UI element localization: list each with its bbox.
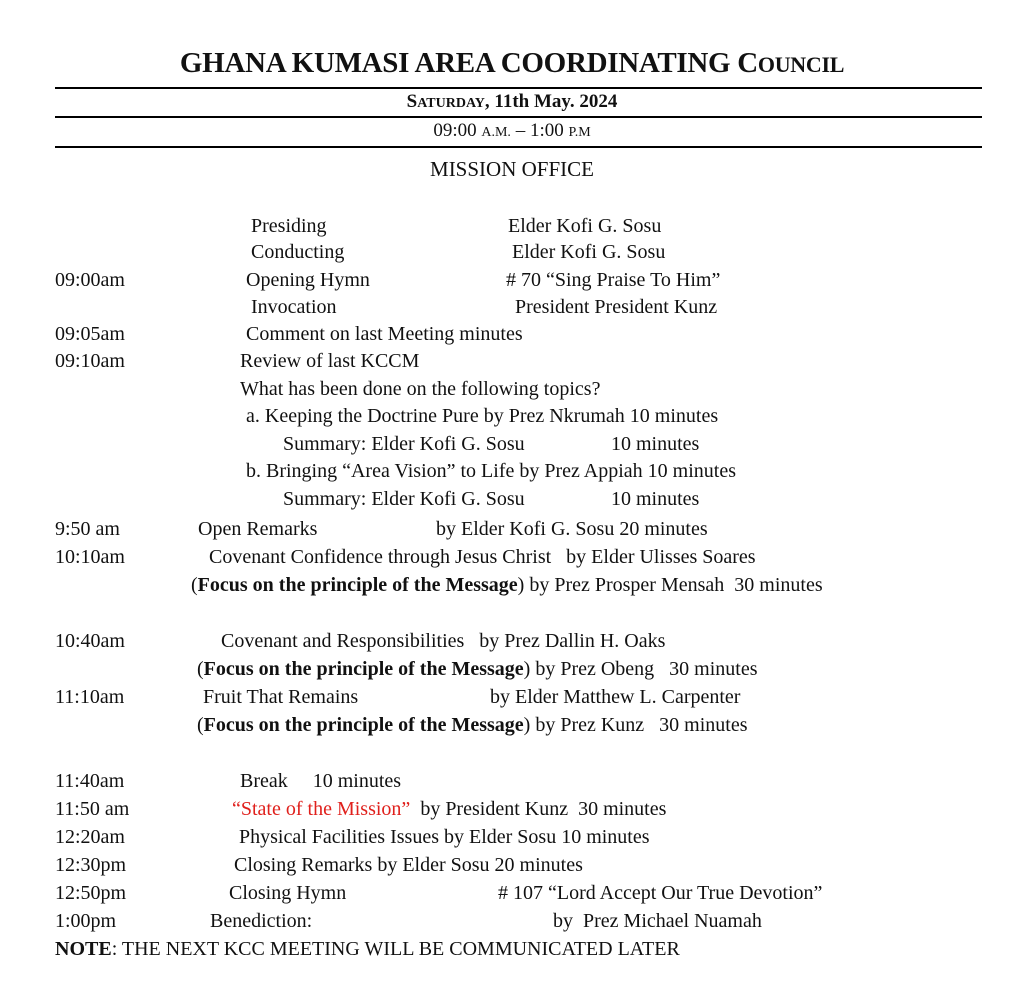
state-of-mission-line: [232, 797, 666, 821]
closing-hymn-value: # 107 “Lord Accept Our True Devotion”: [498, 882, 823, 904]
agenda-time: 12:50pm: [55, 882, 127, 904]
paren-open: (: [197, 714, 204, 736]
time-start: 09:00: [433, 120, 482, 141]
summary-b-label: Summary: Elder Kofi G. Sosu: [283, 488, 525, 510]
agenda-time: 12:20am: [55, 826, 125, 848]
focus-bold: Focus on the principle of the Message: [197, 574, 518, 596]
date-tail: , 11th May. 2024: [484, 91, 618, 112]
paren-open: (: [197, 658, 204, 680]
agenda-time: 11:40am: [55, 770, 125, 792]
closing-hymn-label: Closing Hymn: [229, 882, 347, 904]
invocation-label: Invocation: [251, 296, 337, 318]
open-remarks-value: by Elder Kofi G. Sosu 20 minutes: [436, 518, 708, 540]
focus-rest: ) by Prez Kunz 30 minutes: [523, 714, 748, 736]
time-pm: P.M: [568, 125, 591, 140]
focus-line-1: [191, 573, 823, 597]
comment-text: Comment on last Meeting minutes: [246, 323, 523, 345]
focus-line-3: [197, 713, 748, 737]
benediction-value: by Prez Michael Nuamah: [553, 910, 762, 932]
note-text: : THE NEXT KCC MEETING WILL BE COMMUNICATED LATER: [111, 938, 680, 960]
fruit-value: by Elder Matthew L. Carpenter: [490, 686, 741, 708]
title-c: C: [737, 47, 758, 79]
state-of-mission-rest: by President Kunz 30 minutes: [410, 798, 667, 820]
title-main: GHANA KUMASI AREA COORDINATING: [179, 47, 738, 79]
topic-a: a. Keeping the Doctrine Pure by Prez Nkrumah 10 minutes: [246, 405, 719, 427]
time-am: A.M.: [481, 125, 511, 140]
opening-hymn-label: Opening Hymn: [246, 269, 370, 291]
agenda-time: 11:50 am: [55, 798, 130, 820]
summary-a-duration: 10 minutes: [611, 433, 700, 455]
focus-rest: ) by Prez Prosper Mensah 30 minutes: [517, 574, 823, 596]
benediction-label: Benediction:: [210, 910, 313, 932]
divider-rule: [55, 87, 982, 89]
agenda-time: 10:40am: [55, 630, 125, 652]
closing-remarks-text: Closing Remarks by Elder Sosu 20 minutes: [234, 854, 583, 876]
agenda-time: 10:10am: [55, 546, 125, 568]
focus-bold: Focus on the principle of the Message: [203, 658, 524, 680]
presiding-label: Presiding: [251, 215, 327, 237]
conducting-label: Conducting: [251, 241, 345, 263]
agenda-time: 11:10am: [55, 686, 125, 708]
agenda-time: 9:50 am: [55, 518, 120, 540]
fruit-label: Fruit That Remains: [203, 686, 359, 708]
invocation-value: President President Kunz: [515, 296, 718, 318]
summary-b-duration: 10 minutes: [611, 488, 700, 510]
note-label: NOTE: [55, 938, 112, 960]
agenda-time: 12:30pm: [55, 854, 127, 876]
agenda-time: 1:00pm: [55, 910, 117, 932]
break-text: Break 10 minutes: [240, 770, 402, 792]
opening-hymn-value: # 70 “Sing Praise To Him”: [506, 269, 721, 291]
footer-note: [55, 937, 680, 961]
summary-a-label: Summary: Elder Kofi G. Sosu: [283, 433, 525, 455]
focus-rest: ) by Prez Obeng 30 minutes: [523, 658, 758, 680]
agenda-time: 09:05am: [55, 323, 125, 345]
document-title: [0, 46, 1024, 82]
review-text: Review of last KCCM: [240, 350, 420, 372]
paren-open: (: [191, 574, 198, 596]
agenda-time: 09:10am: [55, 350, 125, 372]
state-of-mission-title: “State of the Mission”: [232, 798, 411, 820]
covenant-confidence-text: Covenant Confidence through Jesus Christ by Elder Ulisses Soares: [209, 546, 756, 568]
date-weekday-rest: ATURDAY: [417, 96, 485, 111]
open-remarks-label: Open Remarks: [198, 518, 318, 540]
date-initial: S: [406, 91, 418, 112]
meeting-location: MISSION OFFICE: [430, 157, 594, 181]
question-text: What has been done on the following topics?: [240, 378, 601, 400]
agenda-time: 09:00am: [55, 269, 125, 291]
title-rest: OUNCIL: [757, 52, 845, 77]
presiding-value: Elder Kofi G. Sosu: [508, 215, 662, 237]
time-dash: – 1:00: [510, 120, 569, 141]
focus-bold: Focus on the principle of the Message: [203, 714, 524, 736]
divider-rule: [55, 116, 982, 118]
divider-rule: [55, 146, 982, 148]
covenant-responsibilities-text: Covenant and Responsibilities by Prez Dallin H. Oaks: [221, 630, 666, 652]
meeting-date: [0, 90, 1024, 116]
topic-b: b. Bringing “Area Vision” to Life by Prez Appiah 10 minutes: [246, 460, 737, 482]
physical-facilities-text: Physical Facilities Issues by Elder Sosu 10 minutes: [239, 826, 650, 848]
focus-line-2: [197, 657, 758, 681]
conducting-value: Elder Kofi G. Sosu: [512, 241, 666, 263]
meeting-time: [0, 119, 1024, 145]
